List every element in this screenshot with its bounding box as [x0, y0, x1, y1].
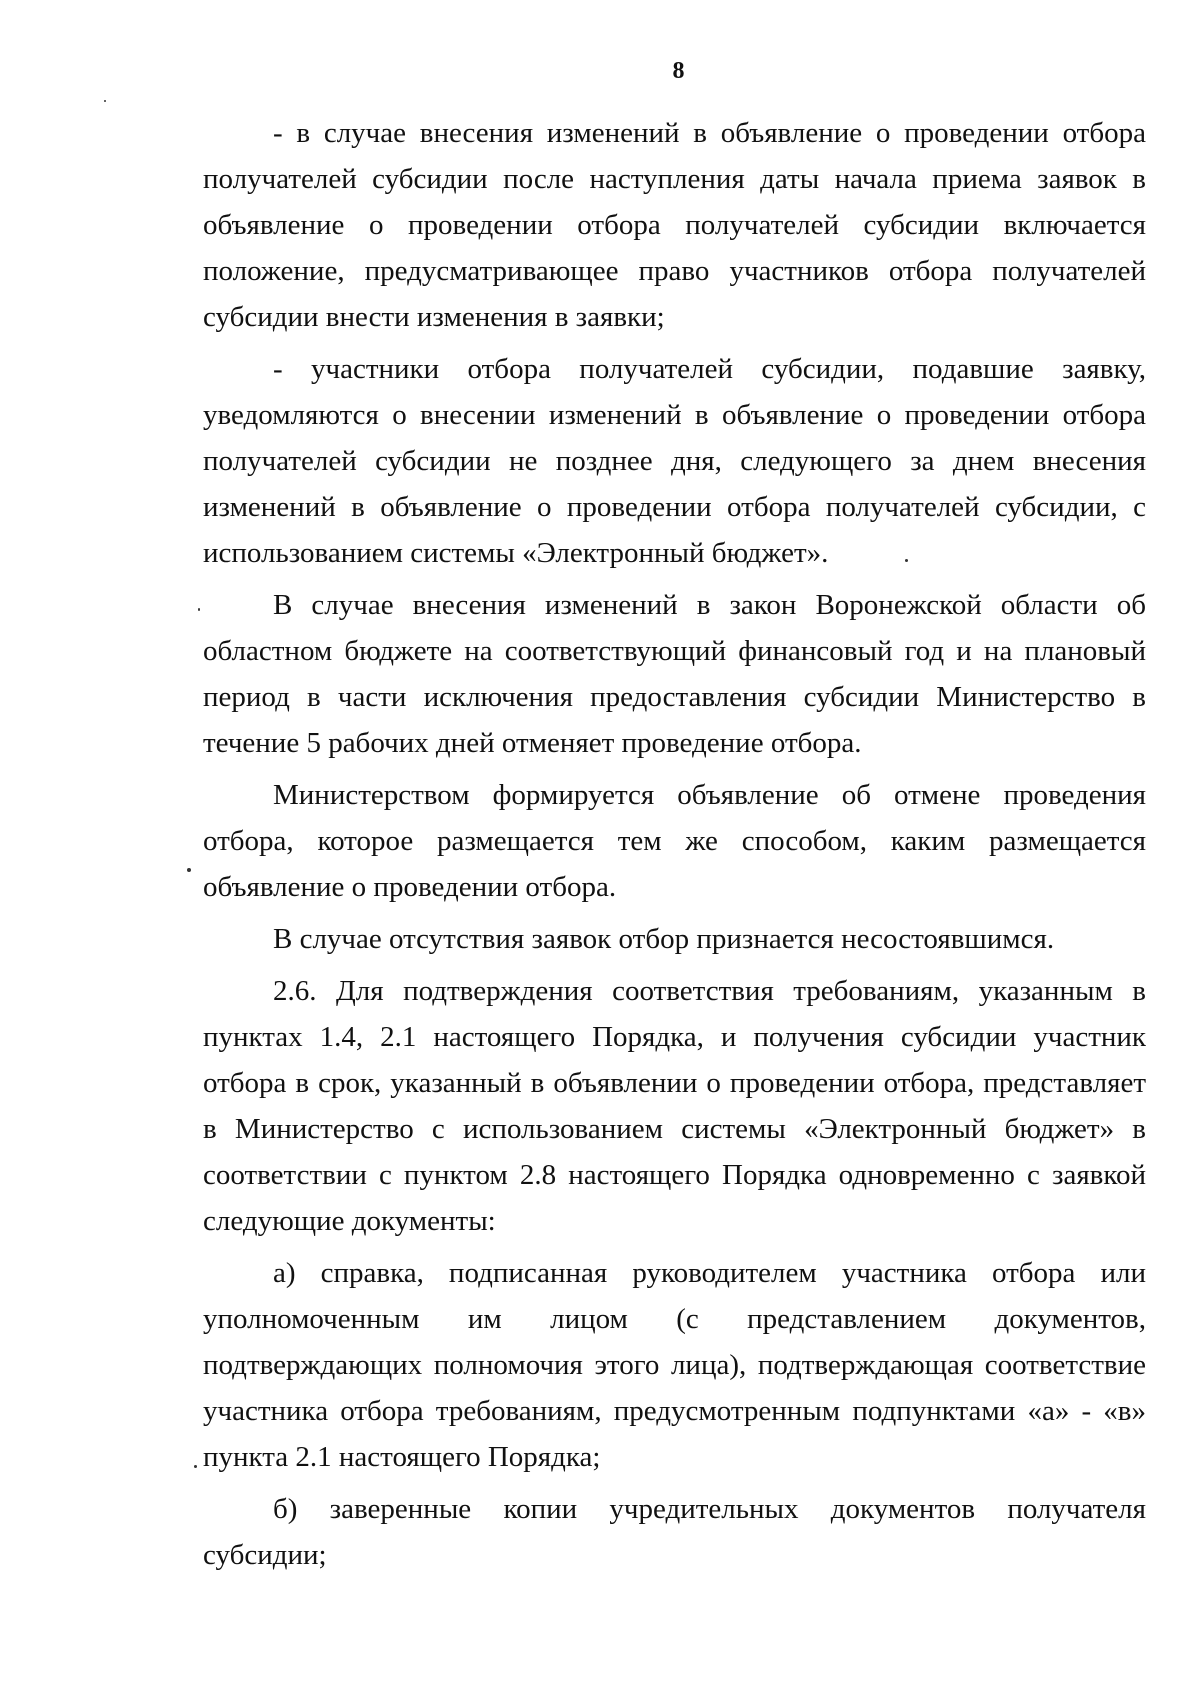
paragraph-item-a: а) справка, подписанная руководителем участника отбора или уполномоченным им лицом (с представлением документов, подтверждающих полномочия этого лица), подтверждающая соответствие участника отбора требованиям, предусмотренным подпунктами «а» - «в» пункта 2.1 настоящего Порядка; — [203, 1257, 1146, 1473]
paragraph-budget-law-changes: В случае внесения изменений в закон Воронежской области об областном бюджете на соответствующий финансовый год и на плановый период в части исключения предоставления субсидии Министерство в течение 5 рабочих дней отменяет проведение отбора. — [203, 589, 1146, 759]
scan-speck — [187, 868, 191, 872]
paragraph-item-b: б) заверенные копии учредительных документов получателя субсидии; — [203, 1493, 1146, 1571]
scan-speck — [198, 608, 200, 611]
document-body — [203, 110, 1146, 1578]
paragraph-participants-notified: - участники отбора получателей субсидии, подавшие заявку, уведомляются о внесении изменений в объявление о проведении отбора получателей субсидии не позднее дня, следующего за днем внесения изменений в объявление о проведении отбора получателей субсидии, с использованием системы «Электронный бюджет». — [203, 353, 1146, 569]
paragraph-no-applications: В случае отсутствия заявок отбор признается несостоявшимся. — [273, 923, 1055, 955]
page-number: 8 — [672, 58, 685, 84]
scan-speck — [104, 100, 106, 102]
paragraph-section-2-6: 2.6. Для подтверждения соответствия требованиям, указанным в пунктах 1.4, 2.1 настоящего Порядка, и получения субсидии участник отбора в срок, указанный в объявлении о проведении отбора, представляет в Министерство с использованием системы «Электронный бюджет» в соответствии с пунктом 2.8 настоящего Порядка одновременно с заявкой следующие документы: — [203, 975, 1146, 1237]
scan-speck — [194, 1465, 197, 1468]
paragraph-changes-to-announcement: - в случае внесения изменений в объявление о проведении отбора получателей субсидии после наступления даты начала приема заявок в объявление о проведении отбора получателей субсидии включается положение, предусматривающее право участников отбора получателей субсидии внести изменения в заявки; — [203, 117, 1146, 333]
scan-speck — [905, 559, 908, 562]
paragraph-cancellation-announcement: Министерством формируется объявление об отмене проведения отбора, которое размещается тем же способом, каким размещается объявление о проведении отбора. — [203, 779, 1146, 903]
